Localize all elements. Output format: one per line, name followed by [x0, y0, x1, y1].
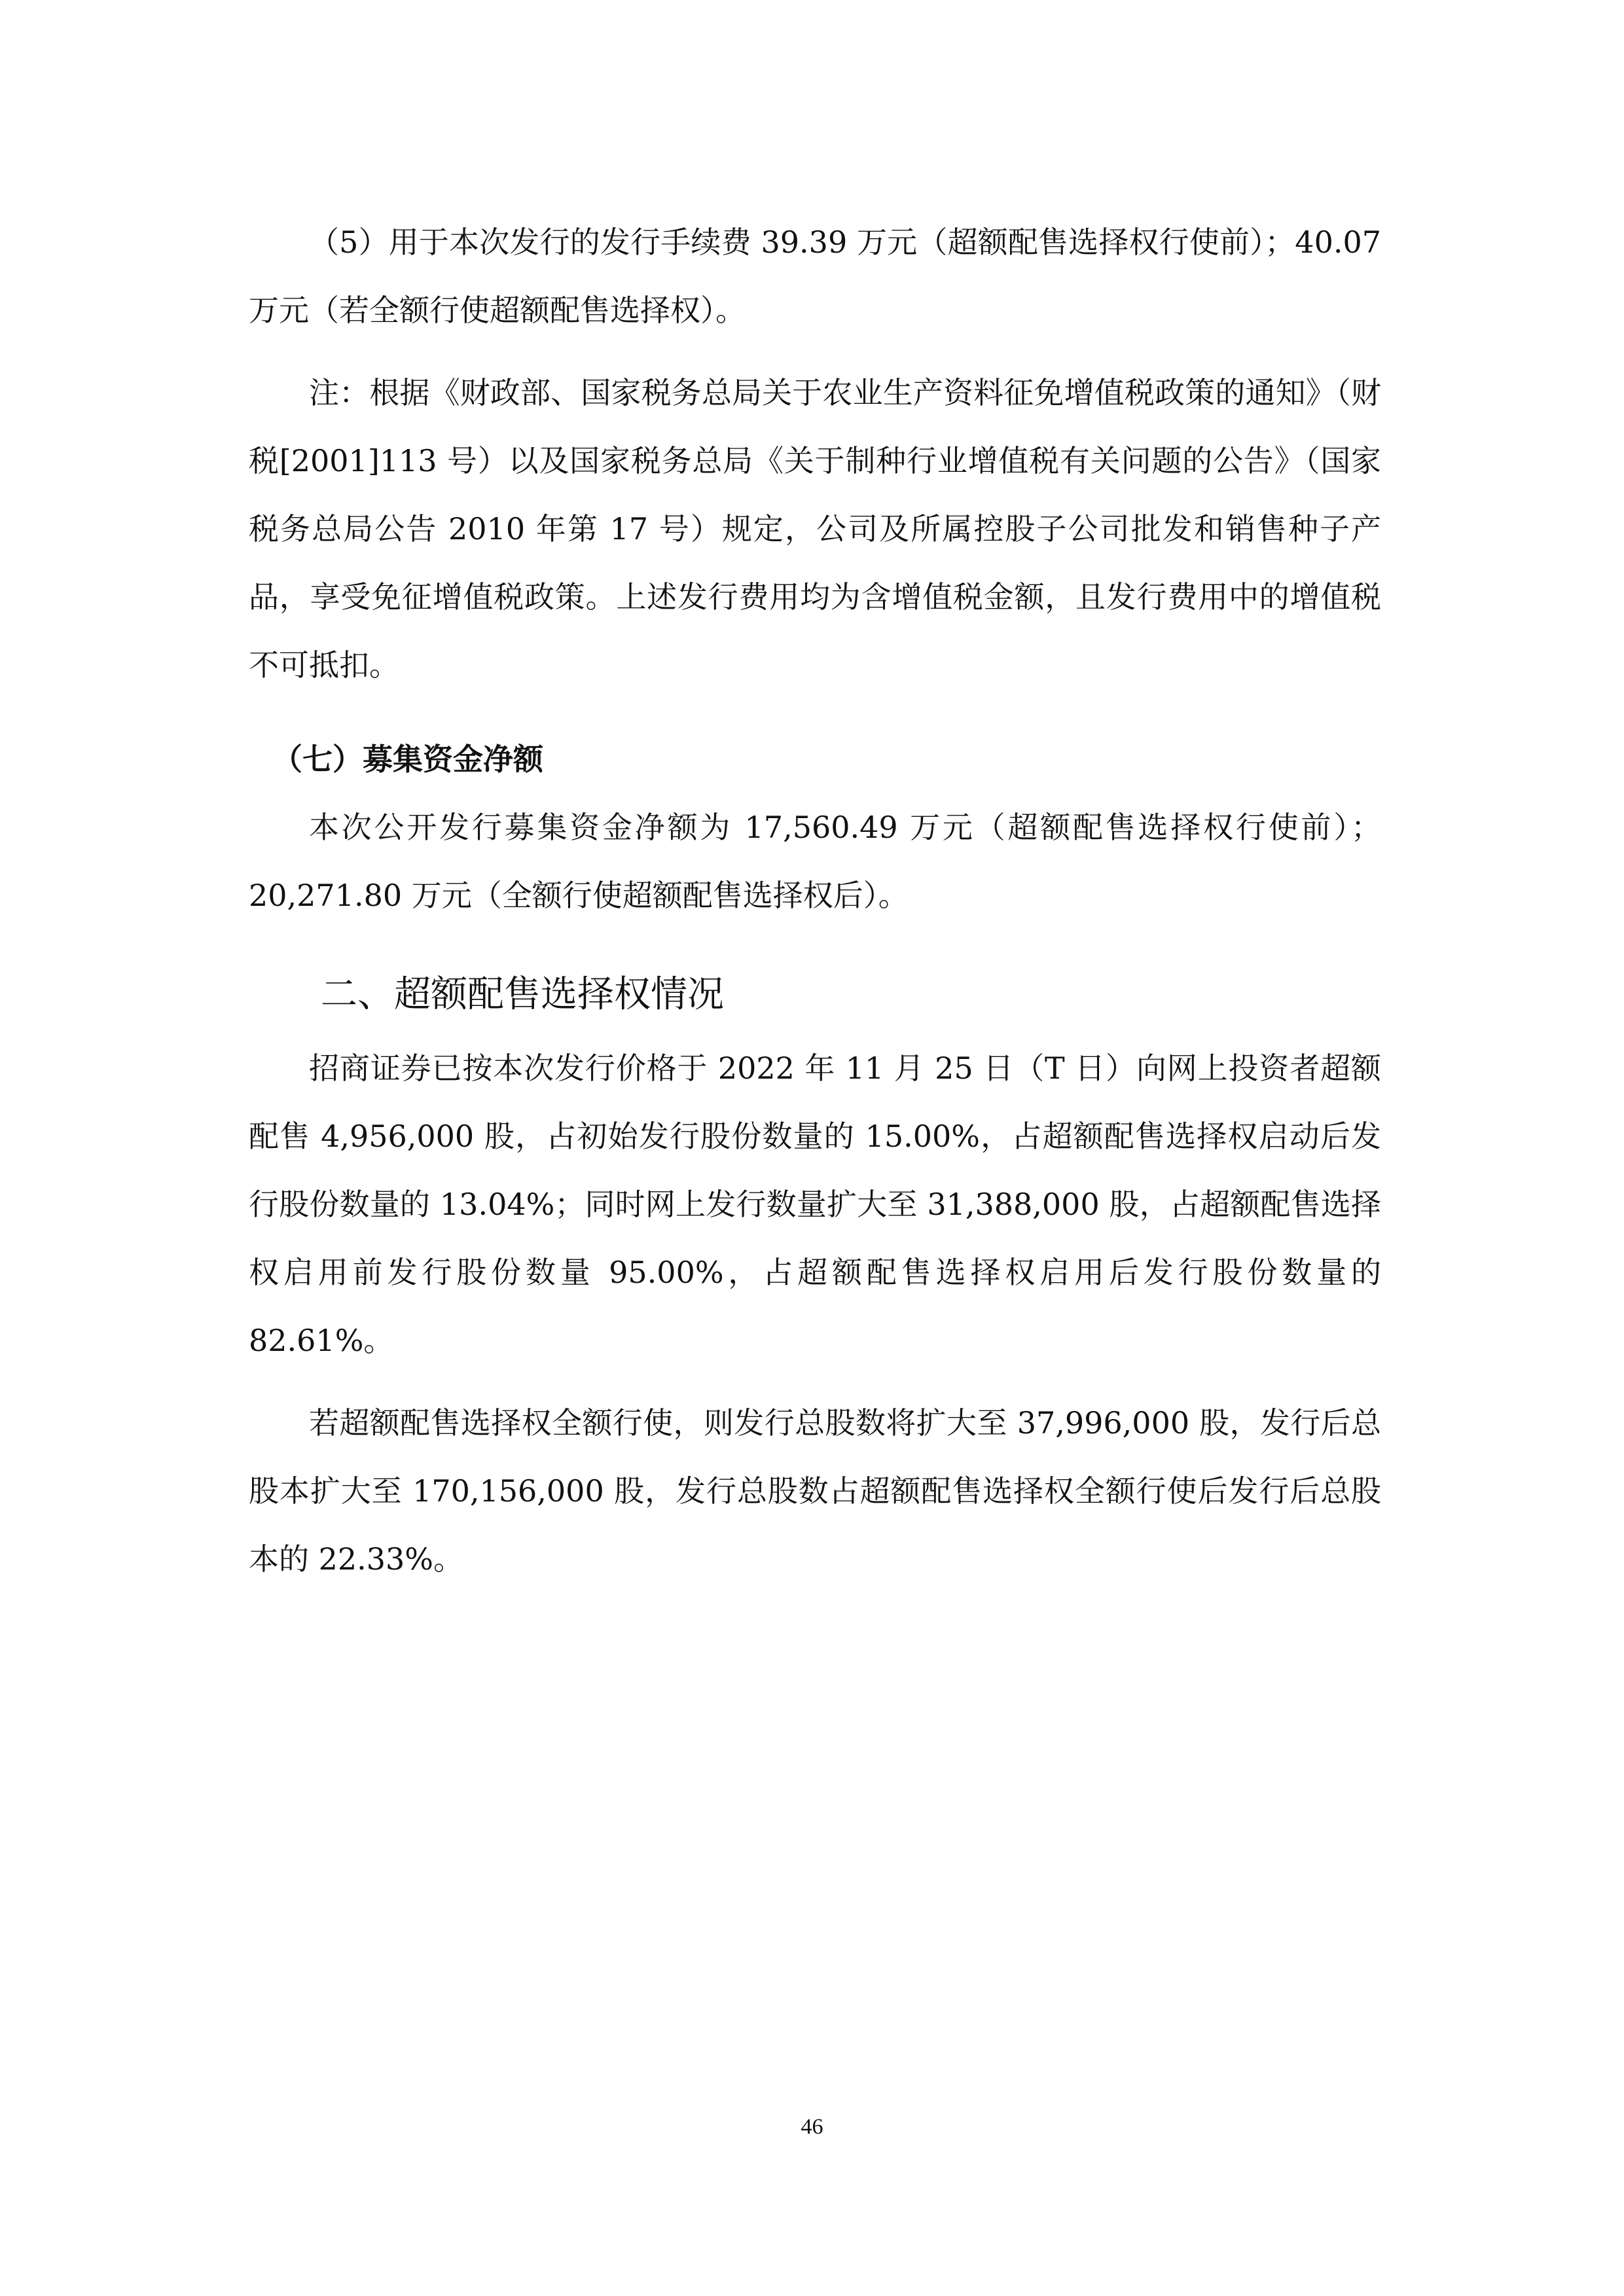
paragraph-vat-note: 注：根据《财政部、国家税务总局关于农业生产资料征免增值税政策的通知》（财税[2001]113 号）以及国家税务总局《关于制种行业增值税有关问题的公告》（国家税务总局公告 2010 年第 17 号）规定，公司及所属控股子公司批发和销售种子产品，享受免征增值税政策。上述发行费用均为含增值税金额，且发行费用中的增值税不可抵扣。	[249, 375, 1381, 683]
section-title: 二、超额配售选择权情况	[321, 973, 724, 1016]
spacer	[249, 699, 1381, 725]
spacer	[249, 344, 1381, 359]
spacer	[249, 1374, 1381, 1389]
paragraph-net-proceeds: 本次公开发行募集资金净额为 17,560.49 万元（超额配售选择权行使前）；20,271.80 万元（全额行使超额配售选择权后）。	[249, 810, 1381, 913]
paragraph-overallotment: 招商证券已按本次发行价格于 2022 年 11 月 25 日（T 日）向网上投资者超额配售 4,956,000 股，占初始发行股份数量的 15.00%，占超额配售选择权启动后发行股份数量的 13.04%；同时网上发行数量扩大至 31,388,000 股，占超额配售选择权启用前发行股份数量 95.00%，占超额配售选择权启用后发行股份数量的 82.61%。	[249, 1050, 1381, 1358]
page-number: 46	[801, 2115, 823, 2139]
paragraph-issuance-fee: （5）用于本次发行的发行手续费 39.39 万元（超额配售选择权行使前）；40.07 万元（若全额行使超额配售选择权）。	[249, 224, 1381, 328]
page-content	[249, 208, 1381, 1593]
subsection-title: （七）募集资金净额	[272, 742, 543, 777]
spacer	[249, 929, 1381, 956]
paragraph-full-exercise: 若超额配售选择权全额行使，则发行总股数将扩大至 37,996,000 股，发行后总股本扩大至 170,156,000 股，发行总股数占超额配售选择权全额行使后发行后总股本的 22.33%。	[249, 1405, 1381, 1577]
